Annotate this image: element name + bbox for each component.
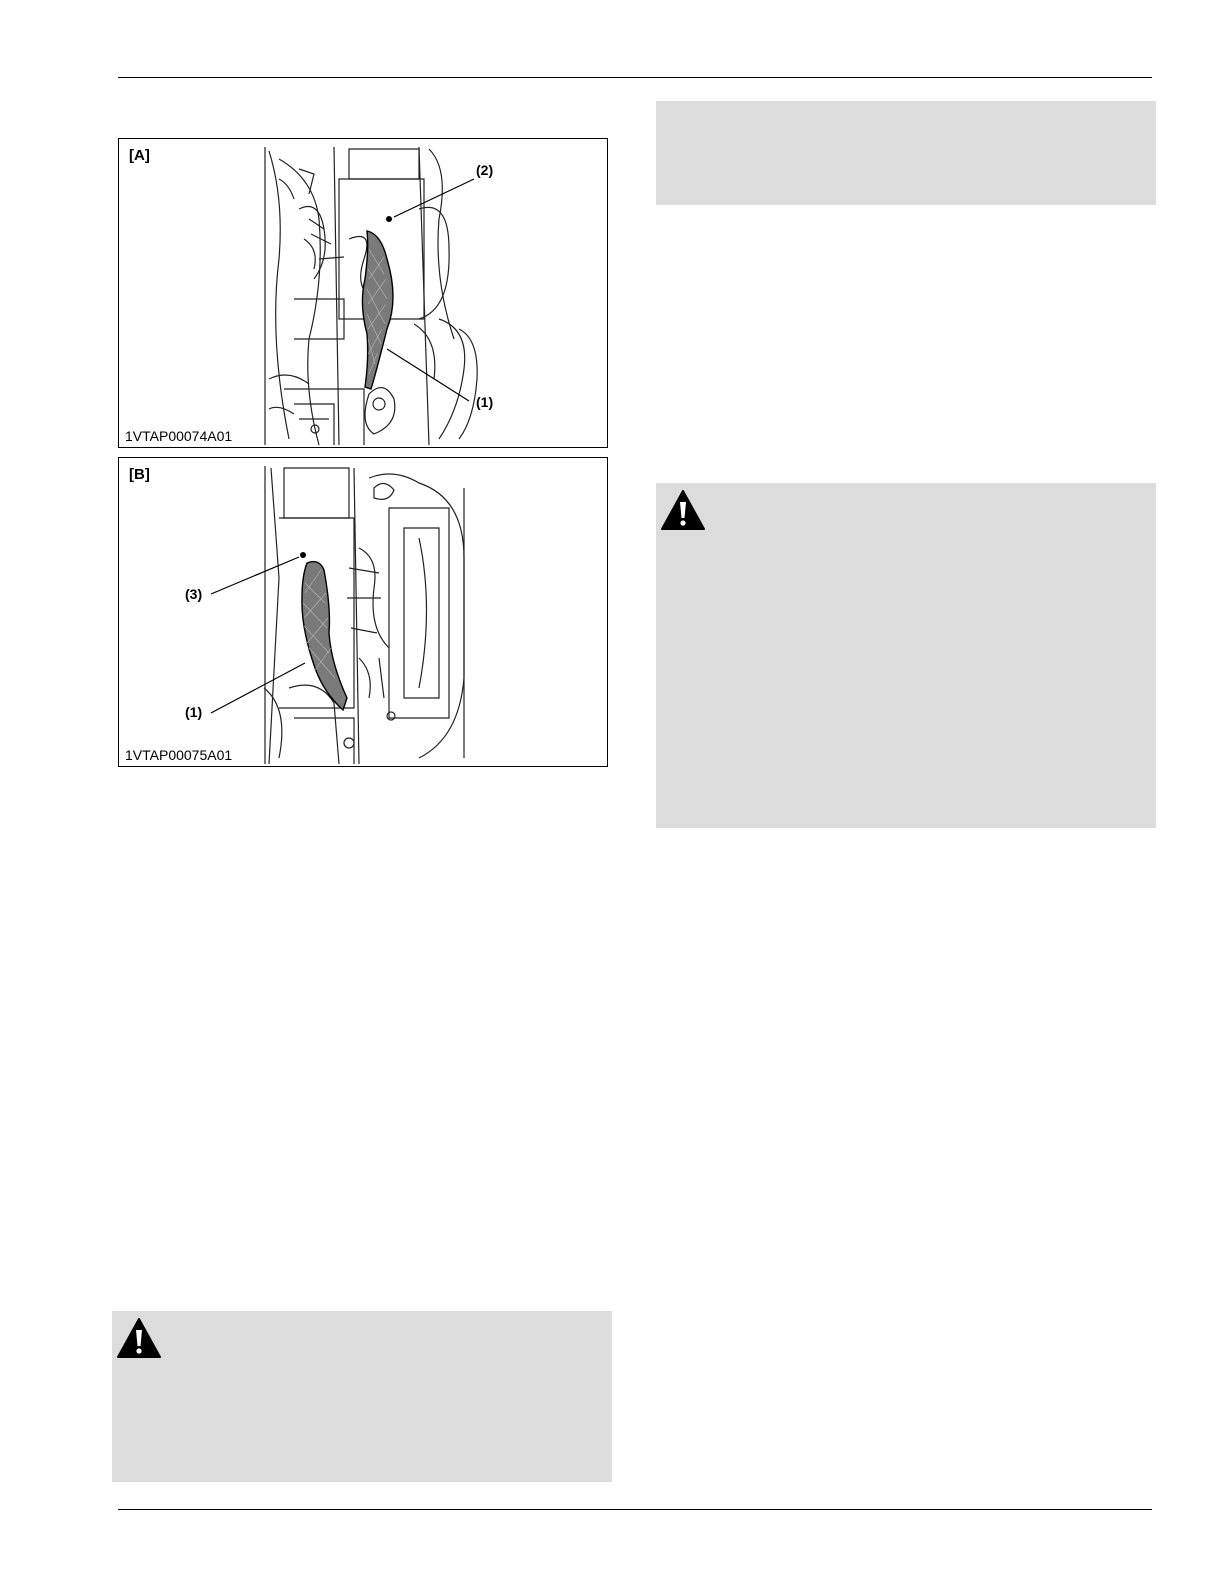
- header-rule: [118, 77, 1152, 78]
- warning-box: [656, 483, 1156, 828]
- warning-box: [112, 1311, 612, 1482]
- footer-rule: [118, 1509, 1152, 1510]
- warning-triangle-icon: [116, 1317, 162, 1359]
- image-code: 1VTAP00074A01: [125, 428, 233, 444]
- image-code: 1VTAP00075A01: [125, 747, 233, 763]
- callout-1: (1): [185, 704, 203, 720]
- note-box: [656, 101, 1156, 205]
- figure-a: [118, 138, 608, 448]
- panel-label: [B]: [129, 466, 150, 483]
- callout-2: (2): [476, 162, 494, 178]
- callout-1: (1): [476, 394, 494, 410]
- figure-b: [118, 457, 608, 767]
- warning-triangle-icon: [660, 489, 706, 531]
- figure-a-illustration: [119, 139, 607, 447]
- panel-label: [A]: [129, 147, 150, 164]
- callout-3: (3): [185, 586, 203, 602]
